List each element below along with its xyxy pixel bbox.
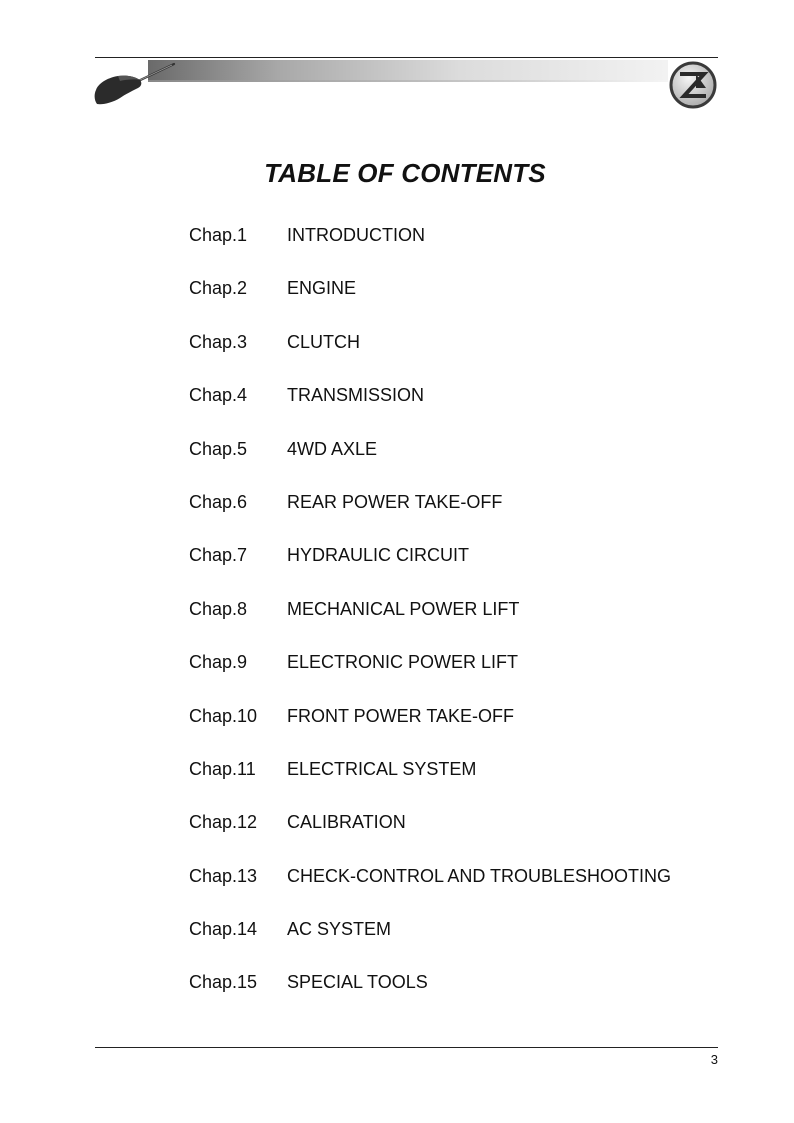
toc-chapter-title: MECHANICAL POWER LIFT	[287, 598, 520, 619]
toc-entry[interactable]	[189, 756, 749, 809]
toc-entry[interactable]	[189, 382, 749, 435]
toc-entry[interactable]	[189, 329, 749, 382]
page-number: 3	[710, 1052, 718, 1067]
toc-chapter-title: 4WD AXLE	[287, 438, 378, 459]
toc-chapter-number: Chap.2	[189, 278, 248, 299]
toc-chapter-title: INTRODUCTION	[287, 225, 425, 245]
toc-chapter-number: Chap.5	[189, 438, 248, 459]
header-band	[148, 60, 668, 80]
toc-chapter-number: Chap.6	[189, 491, 248, 512]
toc-chapter-title: ENGINE	[287, 278, 357, 299]
toc-chapter-number: Chap.9	[189, 652, 248, 673]
pen-in-hand-icon	[92, 60, 182, 108]
toc-entry[interactable]	[189, 703, 749, 756]
brand-logo-icon	[666, 60, 720, 110]
toc-chapter-number: Chap.13	[189, 865, 258, 886]
toc-chapter-title: ELECTRICAL SYSTEM	[287, 758, 477, 779]
toc-chapter-title: HYDRAULIC CIRCUIT	[287, 545, 470, 566]
toc-entry[interactable]	[189, 542, 749, 595]
page-title: TABLE OF CONTENTS	[264, 158, 546, 188]
toc-chapter-number: Chap.3	[189, 331, 248, 352]
toc-entry[interactable]	[189, 275, 749, 328]
toc-entry[interactable]	[189, 489, 749, 542]
toc-entry[interactable]	[189, 916, 749, 969]
table-of-contents	[189, 222, 749, 1023]
toc-entry[interactable]	[189, 649, 749, 702]
toc-entry[interactable]	[189, 436, 749, 489]
toc-chapter-number: Chap.14	[189, 919, 258, 940]
toc-chapter-title: CHECK-CONTROL AND TROUBLESHOOTING	[287, 865, 672, 886]
toc-entry[interactable]	[189, 596, 749, 649]
header-rule	[95, 57, 718, 58]
toc-chapter-number: Chap.10	[189, 705, 258, 726]
toc-chapter-title: AC SYSTEM	[287, 919, 392, 940]
footer-rule	[95, 1047, 718, 1048]
page-header	[0, 0, 794, 130]
toc-chapter-title: FRONT POWER TAKE-OFF	[287, 705, 515, 726]
toc-chapter-number: Chap.12	[189, 812, 258, 833]
toc-chapter-number: Chap.4	[189, 385, 248, 406]
toc-entry[interactable]	[189, 863, 749, 916]
toc-entry[interactable]	[189, 969, 749, 1022]
toc-chapter-title: TRANSMISSION	[287, 385, 425, 406]
toc-chapter-title: SPECIAL TOOLS	[287, 972, 428, 993]
toc-chapter-number: Chap.8	[189, 598, 248, 619]
toc-chapter-number: Chap.11	[189, 758, 256, 779]
toc-chapter-number: Chap.1	[189, 225, 248, 245]
toc-chapter-title: CALIBRATION	[287, 812, 406, 833]
toc-chapter-title: REAR POWER TAKE-OFF	[287, 491, 503, 512]
toc-chapter-number: Chap.15	[189, 972, 258, 993]
toc-chapter-title: ELECTRONIC POWER LIFT	[287, 652, 519, 673]
toc-entry[interactable]	[189, 222, 749, 275]
toc-entry[interactable]	[189, 809, 749, 862]
header-band-shadow	[148, 80, 668, 82]
toc-chapter-number: Chap.7	[189, 545, 248, 566]
toc-chapter-title: CLUTCH	[287, 331, 361, 352]
